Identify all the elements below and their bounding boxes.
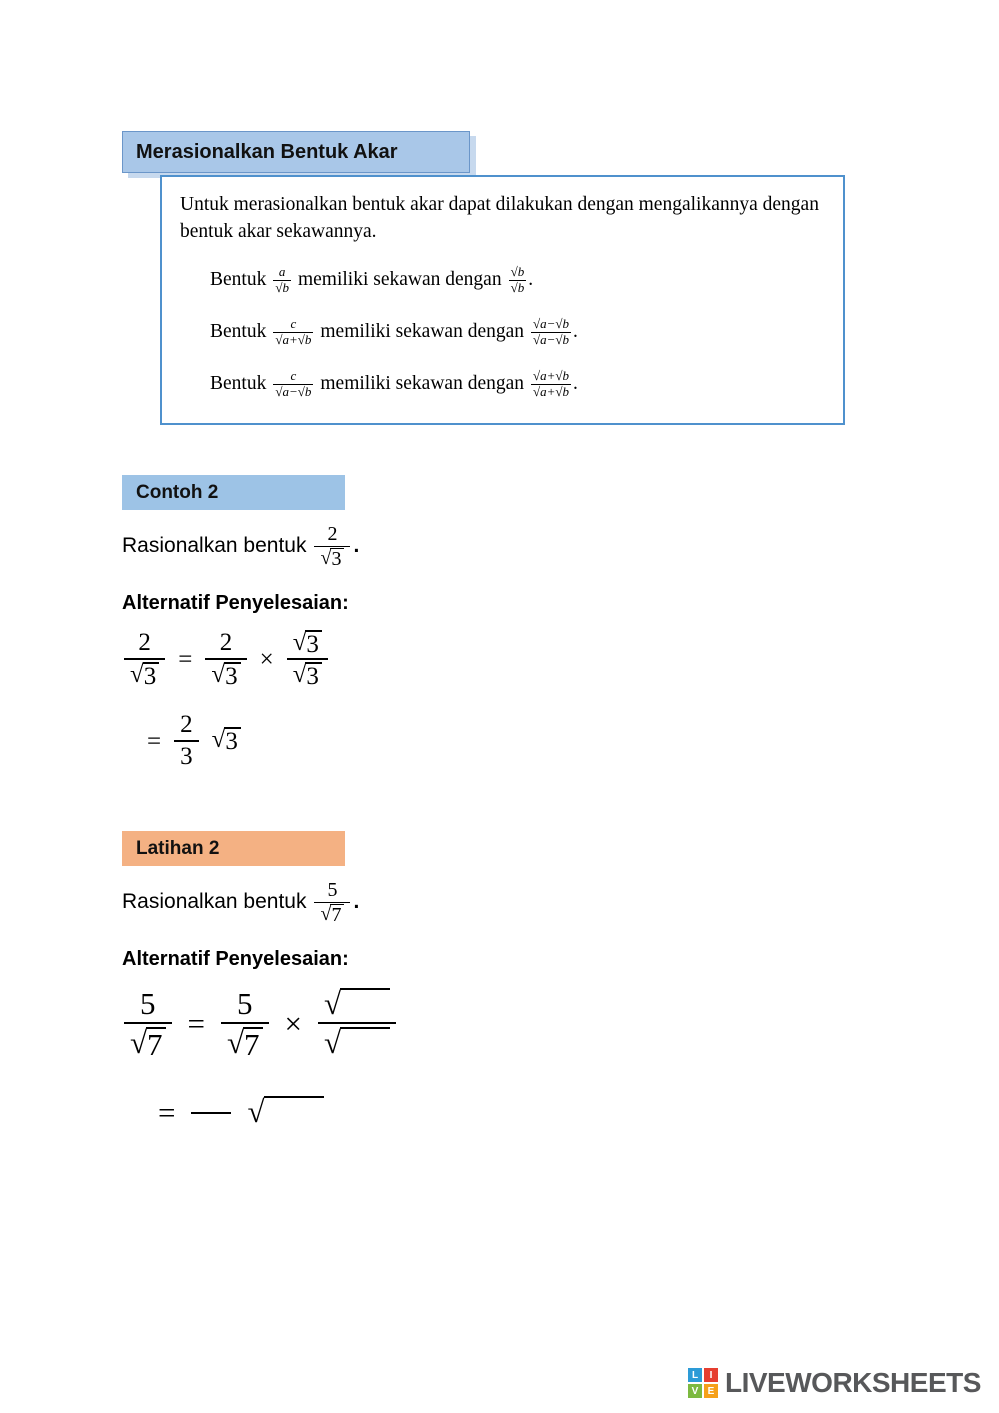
radical (227, 1027, 263, 1062)
rule-prefix: Bentuk (210, 321, 267, 343)
fraction-numerator (318, 985, 396, 1022)
fraction (174, 710, 199, 772)
equals-sign: = (158, 1094, 176, 1130)
fraction (205, 628, 246, 690)
latihan-label: Latihan 2 (136, 837, 220, 859)
conjugate-rule-row (210, 265, 825, 296)
fraction-denominator: √a−√b (533, 331, 570, 347)
contoh-prompt (122, 517, 359, 575)
fraction-numerator: 2 (219, 629, 233, 657)
fraction-denominator (221, 1022, 269, 1062)
info-intro: Untuk merasionalkan bentuk akar dapat dilakukan dengan mengalikannya dengan bentuk akar sekawannya. (180, 194, 819, 242)
rule-prefix: Bentuk (210, 269, 267, 291)
logo-cell: E (704, 1384, 718, 1398)
logo-cell: I (704, 1368, 718, 1382)
latihan-prompt (122, 873, 359, 931)
fraction (314, 523, 350, 570)
fraction-numerator: 2 (327, 522, 338, 545)
fraction-numerator: 5 (140, 986, 156, 1021)
times-sign: × (284, 1005, 302, 1041)
fraction-denominator (124, 1022, 172, 1062)
equals-sign: = (147, 727, 162, 755)
radical (212, 727, 241, 755)
equals-sign: = (178, 645, 193, 673)
logo-cell: L (688, 1368, 702, 1382)
fraction-numerator: √a+√b (533, 367, 570, 383)
rule-middle: memiliki sekawan dengan (320, 321, 524, 343)
rule-period: . (573, 321, 578, 343)
radicand: √ 3 (305, 662, 322, 690)
radical (324, 988, 390, 1021)
radical (320, 548, 344, 570)
fraction-denominator (314, 546, 350, 570)
fraction-numerator: 2 (138, 629, 151, 657)
fraction (287, 628, 328, 691)
fraction (273, 317, 313, 348)
liveworksheets-grid-icon (688, 1368, 718, 1398)
radicand: √ 7 (243, 1027, 263, 1062)
radical (320, 904, 344, 926)
contoh-label-box (122, 475, 345, 510)
radicand: √ 3 (143, 662, 160, 690)
radical (211, 662, 240, 690)
radicand: √ 3 (224, 727, 241, 755)
fraction-numerator: √a−√b (533, 315, 570, 331)
fraction-numerator: 5 (327, 878, 338, 901)
fraction-denominator: √b (275, 279, 289, 295)
prompt-text: Rasionalkan bentuk (122, 534, 307, 557)
fraction-denominator: 3 (174, 740, 199, 772)
brand-text: LIVEWORKSHEETS (725, 1367, 981, 1398)
latihan-label-box (122, 831, 345, 866)
fraction (318, 985, 396, 1061)
conjugate-rules (210, 265, 825, 400)
fraction (531, 317, 571, 348)
fraction (314, 879, 350, 926)
radical (324, 1027, 390, 1060)
fraction-denominator (124, 658, 165, 690)
fraction-denominator (318, 1022, 396, 1061)
fraction-denominator: √b (510, 279, 525, 295)
logo-cell: V (688, 1384, 702, 1398)
contoh-equation-2 (147, 710, 241, 772)
radicand: √ 7 (146, 1027, 166, 1062)
answer-blank-radicand[interactable] (264, 1096, 324, 1128)
fraction (221, 985, 269, 1062)
info-box (160, 175, 845, 425)
fraction-numerator: 5 (237, 986, 253, 1021)
fraction (509, 265, 527, 296)
fraction-numerator: c (290, 315, 297, 331)
radicand: √ 7 (330, 904, 344, 926)
fraction-denominator: √a+√b (275, 331, 312, 347)
fraction-denominator: √a−√b (275, 383, 312, 399)
fraction-numerator: a (278, 263, 286, 279)
latihan-equation-2 (158, 1095, 324, 1129)
fraction-denominator (314, 902, 350, 926)
contoh-equation-1 (124, 628, 328, 691)
prompt-text: Rasionalkan bentuk (122, 890, 307, 913)
radicand: √ 3 (224, 662, 241, 690)
fraction (124, 628, 165, 690)
fraction (531, 369, 571, 400)
equals-sign: = (187, 1005, 205, 1041)
rule-middle: memiliki sekawan dengan (297, 269, 502, 291)
radical (130, 1027, 166, 1062)
radicand: √ 3 (330, 548, 344, 570)
contoh-alt-label: Alternatif Penyelesaian: (122, 592, 349, 614)
radical (293, 630, 322, 658)
fraction-numerator: c (290, 367, 297, 383)
prompt-period: . (353, 534, 360, 557)
fraction (273, 369, 313, 400)
answer-blank-fraction-numerator[interactable] (191, 1095, 231, 1112)
latihan-equation-1 (124, 985, 396, 1062)
conjugate-rule-row (210, 317, 825, 348)
answer-blank-fraction-denominator[interactable] (191, 1112, 231, 1129)
conjugate-rule-row (210, 369, 825, 400)
fraction (124, 985, 172, 1062)
section-title-box (122, 131, 470, 173)
fraction-numerator: √b (510, 263, 525, 279)
contoh-label: Contoh 2 (136, 481, 219, 503)
liveworksheets-logo[interactable] (688, 1366, 981, 1400)
times-sign: × (259, 645, 274, 673)
fraction-denominator (287, 658, 328, 690)
rule-prefix: Bentuk (210, 373, 267, 394)
answer-blank-sqrt-numerator[interactable] (340, 988, 390, 1018)
latihan-alt-label: Alternatif Penyelesaian: (122, 948, 349, 970)
answer-blank-sqrt-denominator[interactable] (340, 1027, 390, 1057)
radical (247, 1096, 323, 1129)
fraction-denominator (205, 658, 246, 690)
page-title: Merasionalkan Bentuk Akar (136, 140, 398, 163)
radical (130, 662, 159, 690)
rule-middle: memiliki sekawan dengan (320, 373, 524, 394)
rule-period: . (573, 373, 578, 394)
fraction (273, 265, 291, 296)
rule-period: . (528, 269, 534, 291)
prompt-period: . (353, 890, 360, 913)
fraction (191, 1095, 231, 1129)
fraction-numerator (287, 628, 328, 658)
radicand: √ 3 (305, 630, 322, 658)
fraction-denominator: √a+√b (533, 383, 570, 399)
radical (293, 662, 322, 690)
fraction-numerator: 2 (180, 711, 193, 738)
